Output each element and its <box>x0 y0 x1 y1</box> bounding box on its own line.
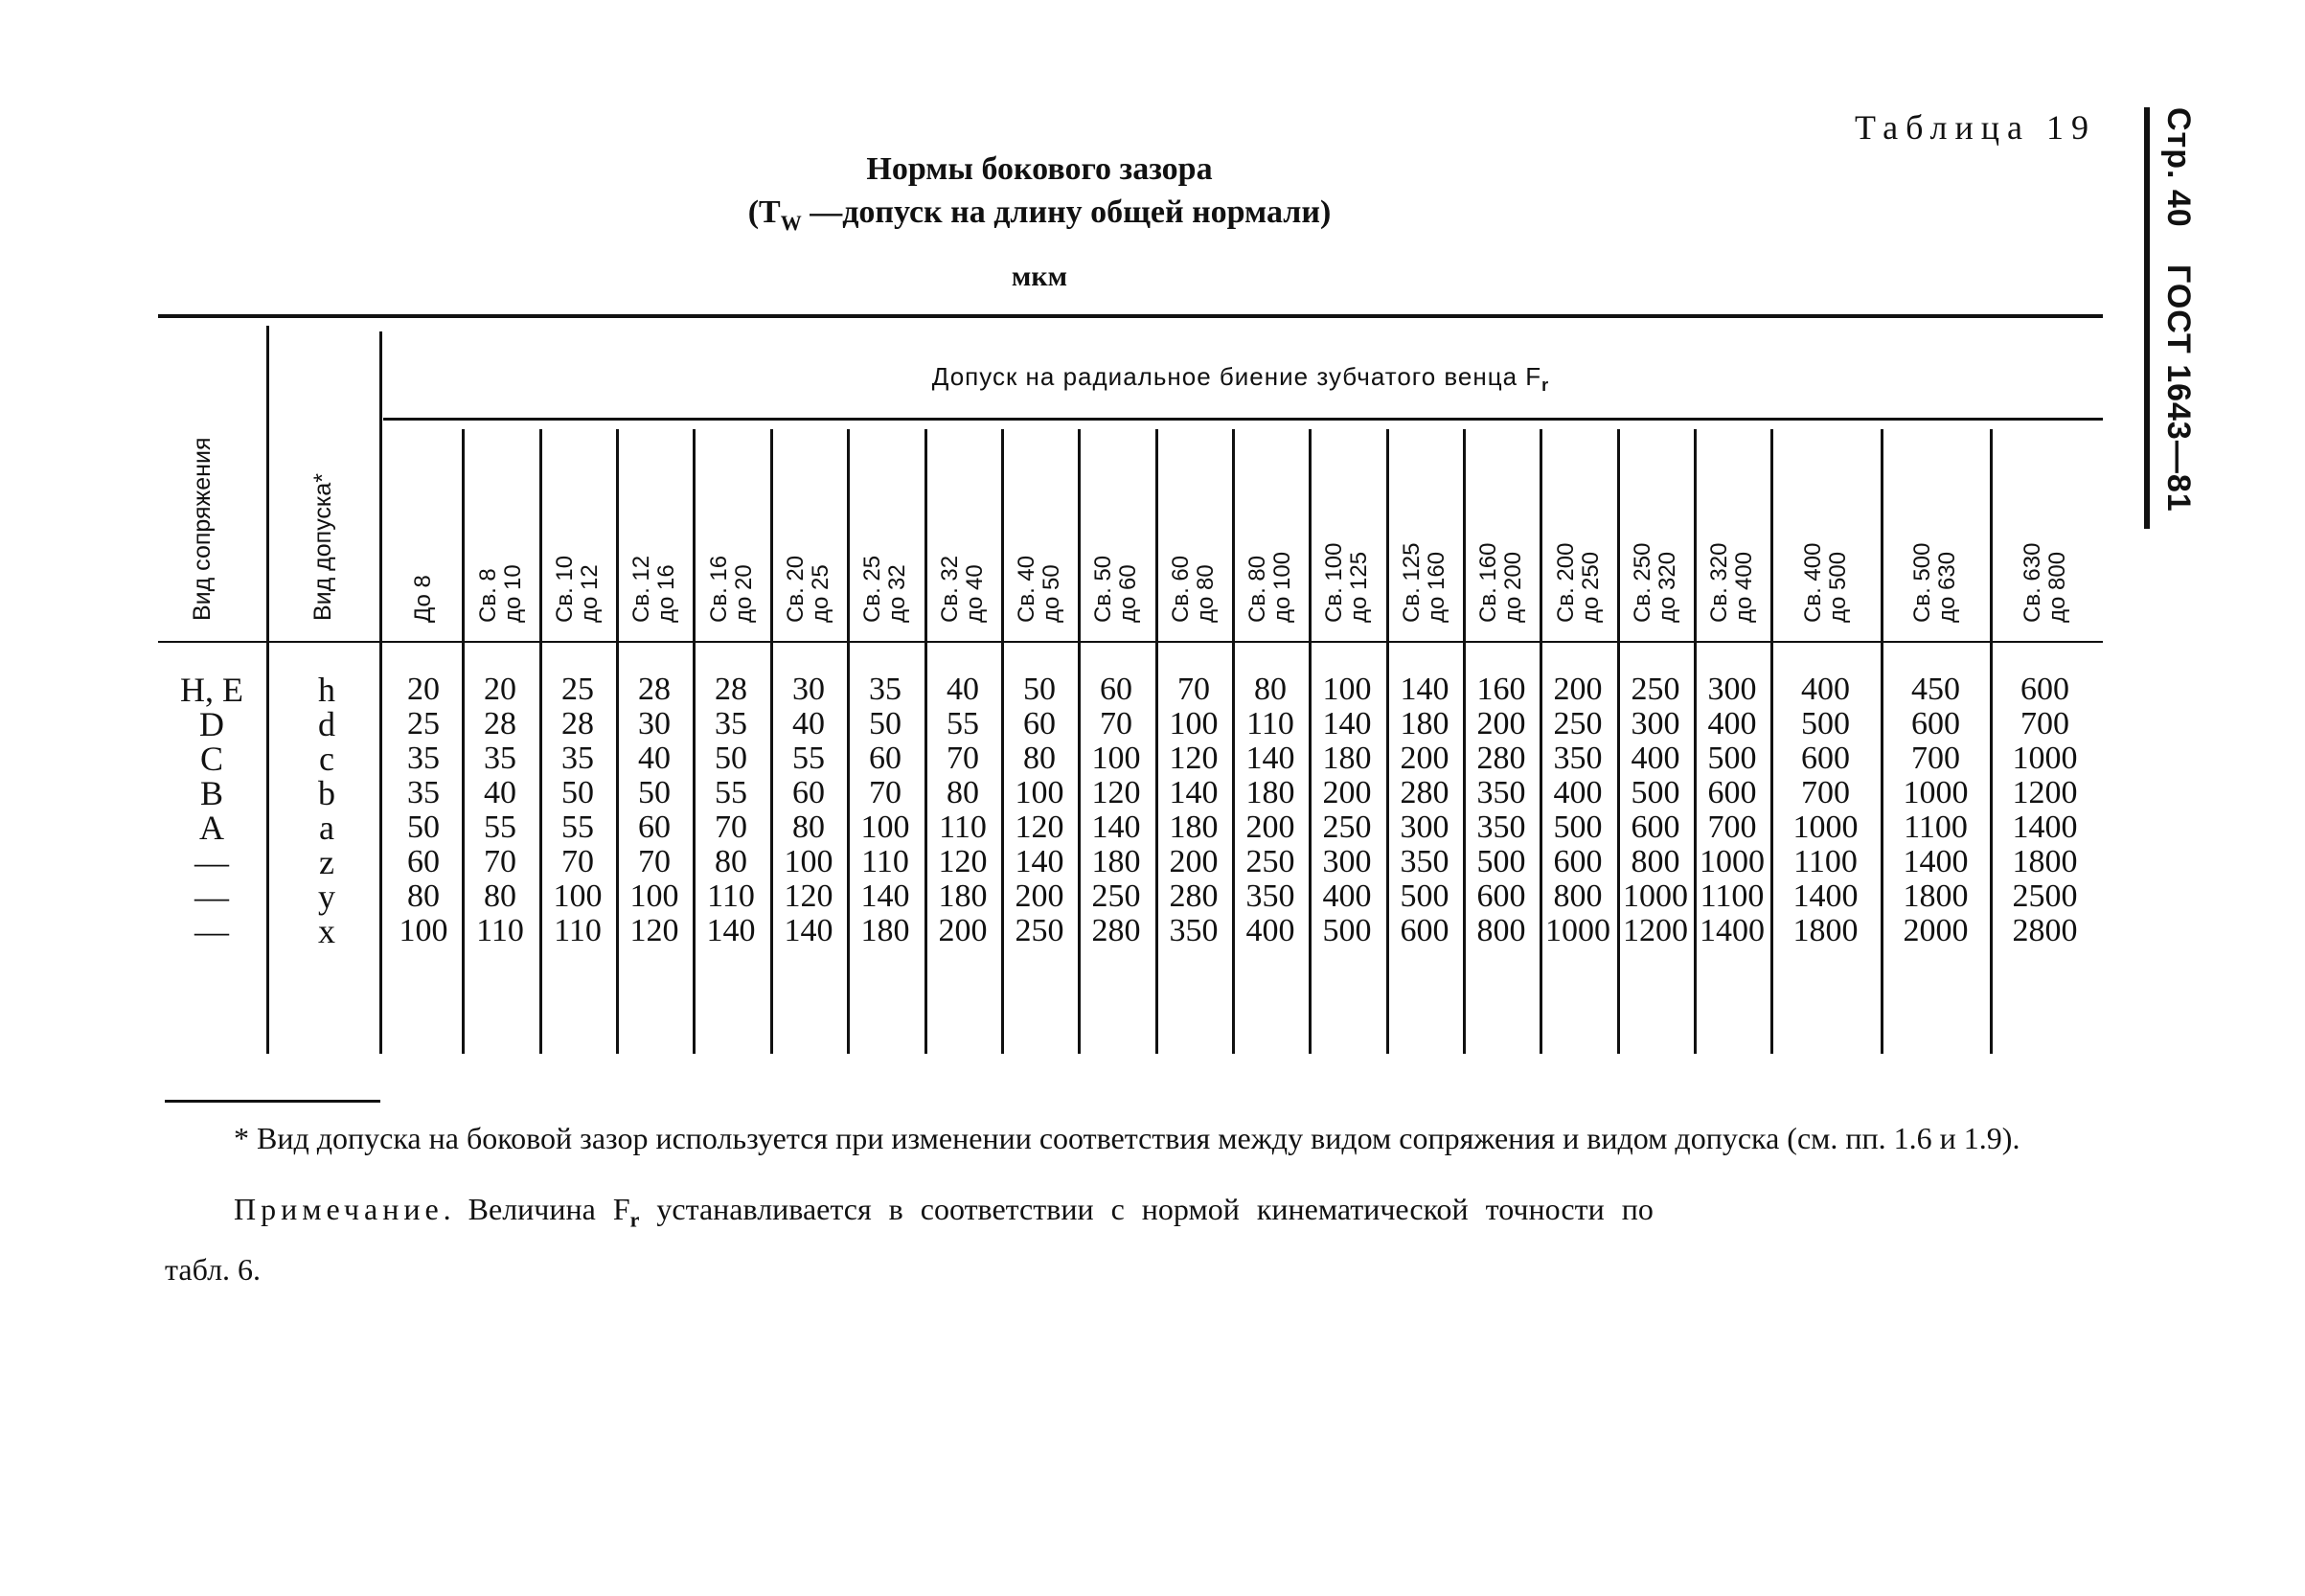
table-cell: 100 <box>399 913 448 948</box>
table-cell: 50 <box>715 741 747 776</box>
table-cell: 60 <box>407 844 440 879</box>
table-cell: 280 <box>1476 741 1526 776</box>
table-cell: 140 <box>1091 809 1141 845</box>
column-header: Св. 200 до 250 <box>1553 542 1604 623</box>
table-cell: 600 <box>2020 672 2069 707</box>
table-cell: 28 <box>561 706 594 741</box>
table-cell: 700 <box>1911 741 1960 776</box>
table-cell: 70 <box>869 775 901 810</box>
footnote: * Вид допуска на боковой зазор используется при изменении соответствия между видом сопряжения и видом допуска (см. пп. 1.6 и 1.9). <box>234 1121 2020 1155</box>
table-cell: 60 <box>792 775 825 810</box>
subtitle-prefix: (T <box>747 194 781 230</box>
running-header <box>2138 107 2196 548</box>
table-cell: 300 <box>1400 809 1449 845</box>
data-column <box>1540 673 1616 948</box>
table-cell: 1100 <box>1700 878 1765 914</box>
table-cell: 400 <box>1245 913 1295 948</box>
tolerance-type-cell: b <box>318 774 335 812</box>
data-column <box>1463 673 1540 948</box>
table-cell: 1000 <box>2012 741 2078 776</box>
data-column <box>1309 673 1385 948</box>
table-cell: 1100 <box>1904 809 1968 845</box>
column-header: Св. 400 до 500 <box>1800 542 1851 623</box>
column-header: Св. 100 до 125 <box>1321 542 1372 623</box>
table-cell: 70 <box>638 844 671 879</box>
subtitle-suffix: —допуск на длину общей нормали) <box>801 194 1332 230</box>
table-cell: 450 <box>1911 672 1960 707</box>
table-cell: 500 <box>1400 878 1449 914</box>
fit-type-cell: H, E <box>180 671 243 709</box>
column-header: Св. 80 до 100 <box>1244 551 1295 623</box>
table-cell: 180 <box>1091 844 1141 879</box>
data-column <box>1881 673 1991 948</box>
table-cell: 140 <box>860 878 910 914</box>
table-cell: 140 <box>1015 844 1064 879</box>
note-text-prefix: . Величина F <box>443 1192 630 1226</box>
table-cell: 500 <box>1553 809 1603 845</box>
table-cell: 70 <box>561 844 594 879</box>
table-cell: 28 <box>638 672 671 707</box>
header-tolerance-type: Вид допуска* <box>309 472 336 621</box>
data-column <box>385 673 462 948</box>
table-cell: 55 <box>947 706 979 741</box>
table-cell: 250 <box>1553 706 1603 741</box>
table-cell: 600 <box>1631 809 1680 845</box>
table-cell: 55 <box>715 775 747 810</box>
table-cell: 600 <box>1476 878 1526 914</box>
table-cell: 120 <box>629 913 679 948</box>
table-cell: 500 <box>1476 844 1526 879</box>
fit-type-column <box>158 673 265 948</box>
table-cell: 200 <box>1553 672 1603 707</box>
fit-column-divider <box>266 326 269 1054</box>
table-cell: 200 <box>1322 775 1372 810</box>
table-cell: 180 <box>860 913 910 948</box>
data-column <box>1770 673 1881 948</box>
table-cell: 500 <box>1631 775 1680 810</box>
table-cell: 250 <box>1631 672 1680 707</box>
column-header: До 8 <box>410 575 436 623</box>
column-header: Св. 8 до 10 <box>475 564 526 623</box>
standard-code: ГОСТ 1643—81 <box>2160 264 2197 513</box>
note <box>165 1190 2043 1239</box>
column-header: Св. 500 до 630 <box>1909 542 1960 623</box>
table-cell: 140 <box>784 913 833 948</box>
table-cell: 25 <box>561 672 594 707</box>
table-cell: 600 <box>1400 913 1449 948</box>
fit-type-cell: — <box>194 878 229 916</box>
table-cell: 1000 <box>1700 844 1765 879</box>
table-cell: 140 <box>1169 775 1219 810</box>
table-cell: 70 <box>484 844 516 879</box>
column-header: Св. 20 до 25 <box>783 555 833 623</box>
table-cell: 55 <box>484 809 516 845</box>
data-column <box>616 673 693 948</box>
table-cell: 500 <box>1322 913 1372 948</box>
table-cell: 80 <box>792 809 825 845</box>
data-column <box>847 673 924 948</box>
fit-type-cell: D <box>199 705 224 743</box>
column-header: Св. 320 до 400 <box>1706 542 1757 623</box>
note-subscript: r <box>629 1207 640 1232</box>
table-cell: 200 <box>1245 809 1295 845</box>
table-cell: 350 <box>1245 878 1295 914</box>
table-cell: 250 <box>1322 809 1372 845</box>
data-column <box>1990 673 2100 948</box>
table-cell: 1200 <box>2012 775 2078 810</box>
table-cell: 180 <box>1400 706 1449 741</box>
data-column <box>693 673 769 948</box>
table-cell: 110 <box>707 878 755 914</box>
column-header: Св. 125 до 160 <box>1399 542 1449 623</box>
table-cell: 200 <box>1476 706 1526 741</box>
table-cell: 600 <box>1801 741 1850 776</box>
table-cell: 350 <box>1476 775 1526 810</box>
table-cell: 160 <box>1476 672 1526 707</box>
table-cell: 700 <box>1801 775 1850 810</box>
table-cell: 80 <box>407 878 440 914</box>
table-cell: 110 <box>554 913 602 948</box>
data-column <box>1078 673 1154 948</box>
table-cell: 600 <box>1911 706 1960 741</box>
table-cell: 1800 <box>1792 913 1859 948</box>
table-cell: 2800 <box>2012 913 2078 948</box>
table-cell: 80 <box>1023 741 1056 776</box>
table-cell: 80 <box>715 844 747 879</box>
table-cell: 400 <box>1631 741 1680 776</box>
table-cell: 350 <box>1553 741 1603 776</box>
table-cell: 200 <box>1015 878 1064 914</box>
table-cell: 800 <box>1631 844 1680 879</box>
table-cell: 30 <box>792 672 825 707</box>
data-column <box>1001 673 1078 948</box>
table-cell: 40 <box>638 741 671 776</box>
table-cell: 40 <box>792 706 825 741</box>
table-cell: 1400 <box>1792 878 1859 914</box>
column-header: Св. 16 до 20 <box>706 555 757 623</box>
span-header <box>383 362 2098 396</box>
column-header: Св. 10 до 12 <box>552 555 603 623</box>
table-cell: 35 <box>484 741 516 776</box>
table-cell: 60 <box>1023 706 1056 741</box>
span-header-rule <box>383 418 2103 421</box>
table-cell: 180 <box>1322 741 1372 776</box>
table-top-rule <box>158 314 2103 318</box>
span-header-subscript: r <box>1541 376 1550 396</box>
fit-type-cell: — <box>194 843 229 881</box>
table-cell: 50 <box>638 775 671 810</box>
column-header: Св. 60 до 80 <box>1168 555 1219 623</box>
table-cell: 280 <box>1169 878 1219 914</box>
table-cell: 100 <box>553 878 603 914</box>
table-cell: 100 <box>860 809 910 845</box>
column-header: Св. 250 до 320 <box>1630 542 1680 623</box>
running-header-rule <box>2144 107 2150 529</box>
table-cell: 800 <box>1476 913 1526 948</box>
table-cell: 120 <box>1015 809 1064 845</box>
table-cell: 1000 <box>1903 775 1969 810</box>
table-cell: 400 <box>1553 775 1603 810</box>
table-cell: 110 <box>476 913 524 948</box>
tolerance-type-cell: d <box>318 705 335 743</box>
table-cell: 250 <box>1015 913 1064 948</box>
table-cell: 180 <box>1169 809 1219 845</box>
table-cell: 300 <box>1631 706 1680 741</box>
table-cell: 200 <box>1169 844 1219 879</box>
table-cell: 35 <box>407 741 440 776</box>
table-cell: 25 <box>407 706 440 741</box>
table-cell: 500 <box>1801 706 1850 741</box>
note-text-suffix: устанавливается в соответствии с нормой кинематической точности по <box>639 1192 1654 1226</box>
table-cell: 20 <box>484 672 516 707</box>
table-cell: 60 <box>869 741 901 776</box>
fit-type-cell: — <box>194 912 229 950</box>
table-cell: 50 <box>561 775 594 810</box>
column-header: Св. 32 до 40 <box>937 555 988 623</box>
table-cell: 280 <box>1400 775 1449 810</box>
table-cell: 120 <box>1091 775 1141 810</box>
data-column <box>462 673 538 948</box>
table-cell: 180 <box>1245 775 1295 810</box>
subtitle-subscript: W <box>780 210 802 235</box>
table-cell: 120 <box>784 878 833 914</box>
column-header: Св. 50 до 60 <box>1090 555 1141 623</box>
table-cell: 100 <box>1322 672 1372 707</box>
table-cell: 35 <box>869 672 901 707</box>
table-cell: 28 <box>484 706 516 741</box>
table-cell: 200 <box>1400 741 1449 776</box>
table-cell: 1800 <box>2012 844 2078 879</box>
table-cell: 100 <box>1091 741 1141 776</box>
table-cell: 1400 <box>1700 913 1765 948</box>
table-cell: 250 <box>1245 844 1295 879</box>
table-cell: 700 <box>1707 809 1757 845</box>
data-column <box>770 673 847 948</box>
table-cell: 350 <box>1169 913 1219 948</box>
table-cell: 140 <box>706 913 756 948</box>
table-cell: 400 <box>1322 878 1372 914</box>
table-cell: 400 <box>1801 672 1850 707</box>
table-cell: 2500 <box>2012 878 2078 914</box>
tolerance-type-cell: a <box>319 809 334 847</box>
table-cell: 40 <box>484 775 516 810</box>
tolerance-type-cell: h <box>318 671 335 709</box>
table-cell: 35 <box>715 706 747 741</box>
table-cell: 70 <box>1100 706 1132 741</box>
table-cell: 600 <box>1707 775 1757 810</box>
table-cell: 280 <box>1091 913 1141 948</box>
table-cell: 30 <box>638 706 671 741</box>
column-header: Св. 40 до 50 <box>1014 555 1064 623</box>
data-column <box>1694 673 1770 948</box>
table-cell: 80 <box>1254 672 1287 707</box>
table-cell: 1800 <box>1903 878 1969 914</box>
table-cell: 1200 <box>1623 913 1688 948</box>
table-cell: 400 <box>1707 706 1757 741</box>
table-cell: 350 <box>1476 809 1526 845</box>
table-cell: 100 <box>784 844 833 879</box>
table-cell: 800 <box>1553 878 1603 914</box>
column-header: Св. 160 до 200 <box>1475 542 1526 623</box>
table-cell: 100 <box>629 878 679 914</box>
column-header: Св. 12 до 16 <box>628 555 679 623</box>
data-column <box>1155 673 1232 948</box>
table-cell: 120 <box>1169 741 1219 776</box>
table-cell: 35 <box>407 775 440 810</box>
fit-type-cell: C <box>199 740 223 778</box>
table-cell: 120 <box>938 844 988 879</box>
table-cell: 2000 <box>1903 913 1969 948</box>
table-cell: 600 <box>1553 844 1603 879</box>
table-cell: 110 <box>1246 706 1294 741</box>
column-header: Св. 630 до 800 <box>2020 542 2070 623</box>
table-cell: 60 <box>1100 672 1132 707</box>
data-column <box>924 673 1001 948</box>
tolerance-type-cell: x <box>318 912 335 950</box>
table-cell: 55 <box>792 741 825 776</box>
table-cell: 50 <box>407 809 440 845</box>
table-cell: 80 <box>484 878 516 914</box>
table-cell: 500 <box>1707 741 1757 776</box>
table-cell: 140 <box>1322 706 1372 741</box>
table-cell: 55 <box>561 809 594 845</box>
note-continuation: табл. 6. <box>165 1252 262 1287</box>
column-header: Св. 25 до 32 <box>859 555 910 623</box>
page-number-label: Стр. 40 <box>2160 107 2197 228</box>
table-cell: 1000 <box>1623 878 1688 914</box>
table-cell: 50 <box>1023 672 1056 707</box>
header-bottom-rule <box>158 641 2103 643</box>
table-cell: 200 <box>938 913 988 948</box>
table-cell: 1000 <box>1545 913 1610 948</box>
table-cell: 350 <box>1400 844 1449 879</box>
table-cell: 100 <box>1169 706 1219 741</box>
table-cell: 80 <box>947 775 979 810</box>
fit-type-cell: B <box>199 774 223 812</box>
table-cell: 100 <box>1015 775 1064 810</box>
footnote-separator <box>165 1100 380 1103</box>
table-cell: 20 <box>407 672 440 707</box>
table-cell: 70 <box>947 741 979 776</box>
table-cell: 70 <box>715 809 747 845</box>
data-column <box>1232 673 1309 948</box>
table-cell: 35 <box>561 741 594 776</box>
data-column <box>1617 673 1694 948</box>
tolerance-type-cell: z <box>319 843 334 881</box>
table-cell: 1000 <box>1792 809 1859 845</box>
table-cell: 110 <box>939 809 987 845</box>
data-column <box>1386 673 1463 948</box>
table-cell: 70 <box>1177 672 1210 707</box>
table-cell: 140 <box>1245 741 1295 776</box>
table-subtitle <box>153 194 1926 236</box>
table-cell: 180 <box>938 878 988 914</box>
table-unit: мкм <box>1011 261 1068 292</box>
table-cell: 50 <box>869 706 901 741</box>
running-header-text <box>2159 107 2197 529</box>
table-cell: 110 <box>861 844 909 879</box>
tolerance-type-cell: y <box>318 878 335 916</box>
table-cell: 250 <box>1091 878 1141 914</box>
table-cell: 1400 <box>2012 809 2078 845</box>
table-cell: 28 <box>715 672 747 707</box>
table-cell: 60 <box>638 809 671 845</box>
header-fit-type: Вид сопряжения <box>189 437 216 621</box>
data-column <box>539 673 616 948</box>
fit-type-cell: A <box>199 809 224 847</box>
table-cell: 40 <box>947 672 979 707</box>
table-cell: 1400 <box>1903 844 1969 879</box>
table-cell: 140 <box>1400 672 1449 707</box>
tolerance-type-column <box>273 673 380 948</box>
span-header-text: Допуск на радиальное биение зубчатого венца F <box>931 362 1542 391</box>
table-cell: 300 <box>1707 672 1757 707</box>
table-cell: 300 <box>1322 844 1372 879</box>
table-cell: 700 <box>2020 706 2069 741</box>
note-label: Примечание <box>234 1192 444 1226</box>
tolerance-type-cell: c <box>319 740 334 778</box>
table-cell: 1100 <box>1793 844 1858 879</box>
table-number: Таблица 19 <box>1855 108 2096 147</box>
table-title: Нормы бокового зазора <box>866 151 1213 187</box>
